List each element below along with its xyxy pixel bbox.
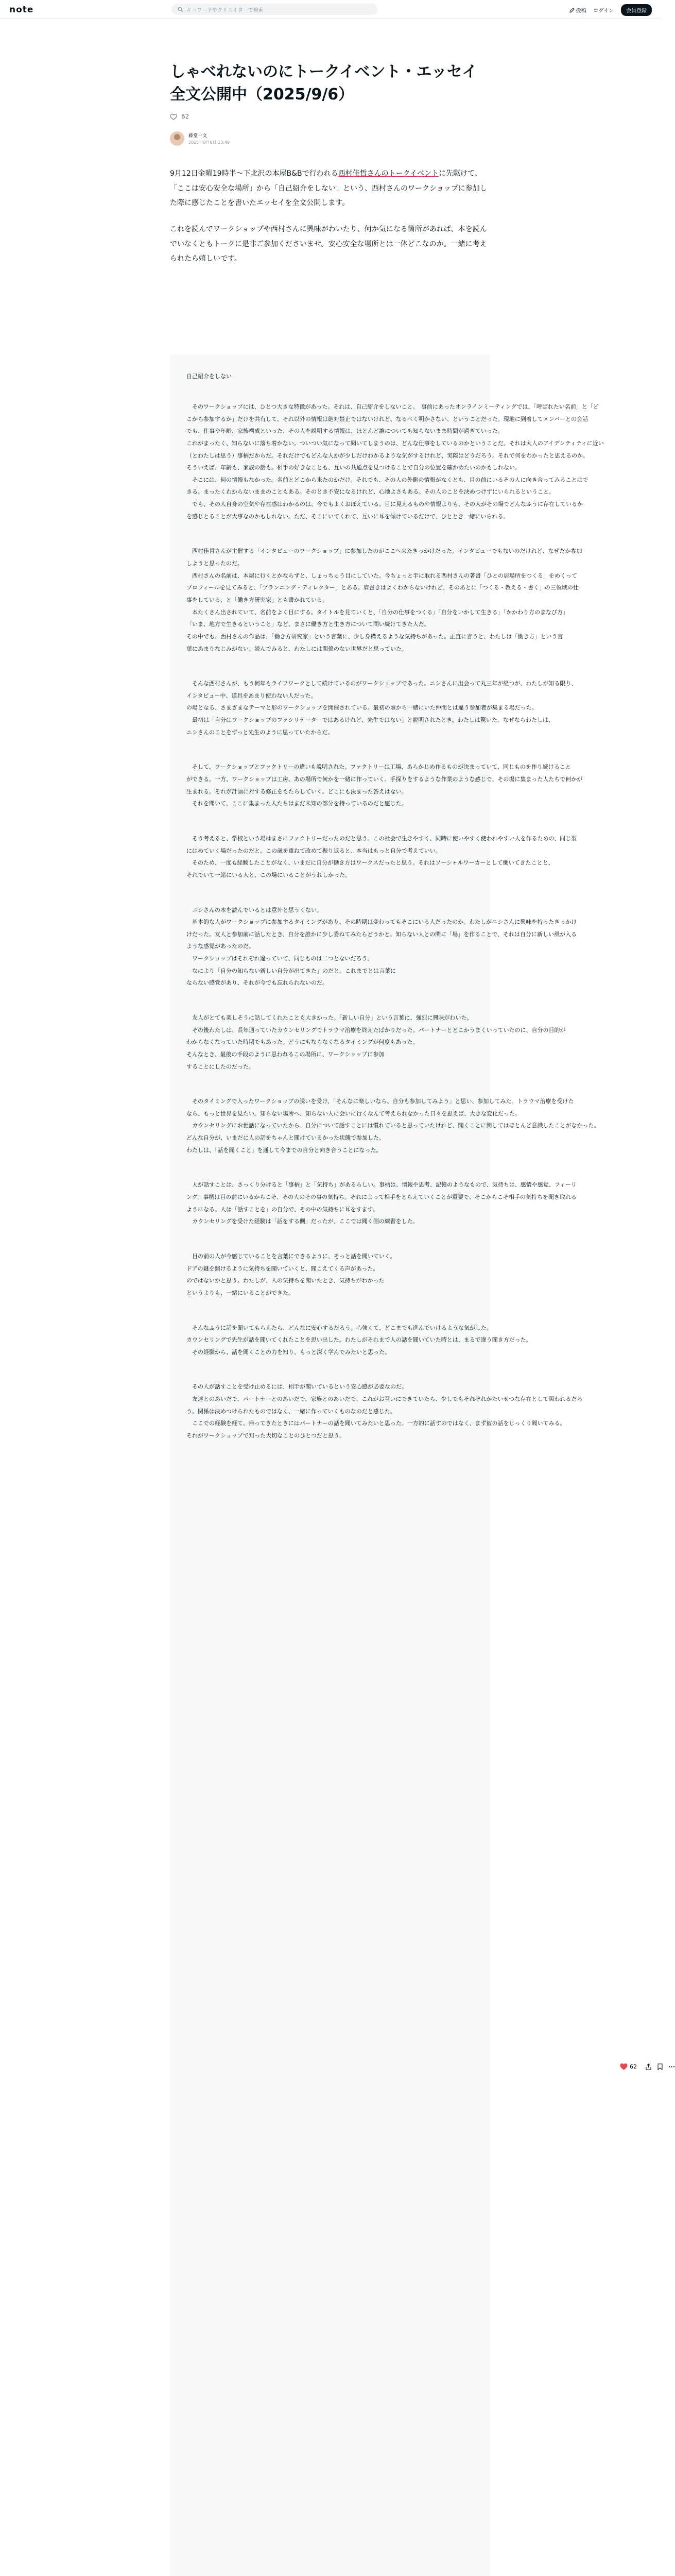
essay-line: にはめていく場だったのだと。この歳を重ねて改めて振り返ると、本当はもっと自分で考えていい。 <box>186 847 441 854</box>
intro-text: に先駆けて、「ここは安心安全な場所」から「自己紹介をしない」という、西村さんのワークショップに参加した際に感じたことを書いたエッセイを全文公開します。 <box>170 170 487 208</box>
essay-line: カウンセリングにお世話になっていたから、自分について話すことには慣れていると思っていたけれど、聞くことに関してはほとんど意識したことがなかった。 <box>186 1122 600 1129</box>
essay-paragraph <box>186 761 583 810</box>
essay-line: なにより「自分の知らない新しい自分が出てきた」のだと。これまでとは言葉に <box>186 967 396 974</box>
essay-line: （とわたしは思う）事柄だからだ。それだけでもどんな人かが少しだけわかるような気がするけれど、実際はどうだろう。それで何をわかったと思えるのか。 <box>186 452 589 459</box>
author-block[interactable] <box>170 131 490 146</box>
essay-line: どんな自分が、いまだに人の話をちゃんと聞けているかった状態で参加した。 <box>186 1134 385 1142</box>
essay-line: ここでの経験を経て、帰ってきたときにはパートナーの話を聞いてみたいと思った。一方的に話すのではなく、まず彼の話をじっくり聞いてみる。 <box>186 1420 566 1427</box>
essay-line: 「いま、地方で生きるということ」など、まさに働き方と生き方について問い続けてきた人だ。 <box>186 621 430 628</box>
global-header <box>0 0 661 19</box>
essay-heading: 自己紹介をしない <box>186 373 232 380</box>
essay-line: その経験から、話を聞くことの力を知り、もっと深く学んでみたいと思った。 <box>186 1348 390 1355</box>
essay-line: そんな西村さんが、もう何年もライフワークとして続けているのがワークショップであった。ニシさんに出会って丸三年が経つが、わたしが知る限り、 <box>186 680 577 687</box>
post-button[interactable] <box>569 6 586 14</box>
share-icon[interactable] <box>645 2063 652 2070</box>
essay-line: ようになる。人は「話すことを」の自分で、その中の気持ちに耳をすます。 <box>186 1206 378 1213</box>
login-link[interactable]: ログイン <box>593 8 614 14</box>
essay-line: わからなくなっていた時期でもあった。どうにもならなくなるタイミングが何度もあった。 <box>186 1039 419 1046</box>
article-title: しゃべれないのにトークイベント・エッセイ全文公開中（2025/9/6） <box>170 63 477 104</box>
essay-line: 西村佳哲さんが主催する「インタビューのワークショップ」に参加したのがここへ来たきっかけだった。インタビューでもないのだけれど、なぜだか参加 <box>186 548 582 555</box>
essay-line: カウンセリングを受けた経験は「話をする側」だったが、ここでは聞く側の練習をした。 <box>186 1218 419 1225</box>
search-input[interactable] <box>171 4 377 15</box>
essay-line: そんなとき、最後の手段のように思われるこの場所に、ワークショップに参加 <box>186 1050 385 1058</box>
essay-line: これがまったく、知らないに落ち着かない。ついつい気になって聞いてしまうのは、どんな仕事をしているのかということだ。それは大人のアイデンティティに近い <box>186 439 604 447</box>
essay-paragraph <box>186 545 582 655</box>
publish-date: 2025年9月6日 13:49 <box>188 140 230 145</box>
essay-line: 最初は「自分はワークショップのファシリテーターではあるけれど、先生ではない」と説明されたとき、わたしは驚いた。なぜならわたしは、 <box>186 717 554 724</box>
essay-line: でも、その人自身の空気や存在感はわかるのは、今でもよくおぼえている。目に見えるものや情報よりも、その人がその場でどんなふうに存在しているか <box>186 501 583 508</box>
essay-line: というよりも、一緒にいることができた。 <box>186 1289 294 1296</box>
essay-line: 葉にあまりなじみがない。読んでみると、わたしには関係のない世界だと思っていた。 <box>186 645 407 652</box>
essay-line: ような感覚があったのだ。 <box>186 943 254 950</box>
search-placeholder: キーワードやクリエイターで検索 <box>186 7 264 13</box>
intro-text: 9月12日金曜19時半〜下北沢の本屋B&Bで行われる <box>170 170 338 178</box>
more-icon[interactable] <box>668 2063 675 2070</box>
essay-line: プロフィールを見てみると、「プランニング・ディレクター」とある。肩書きはよくわからないけれど、そのあとに「つくる・教える・書く」の三領域の仕 <box>186 584 579 591</box>
like-count: 62 <box>630 2063 637 2070</box>
essay-line: 事をしている、と「働き方研究家」とも書かれている。 <box>186 596 328 603</box>
essay-line: インタビュー中、道具をあまり使わない人だった。 <box>186 692 317 699</box>
essay-line: ング。事柄は目の前にいるからこそ、その人のその事の気持ち。それによって相手をとらえていくことが重要で、そこからこそ相手の気持ちを聞き取れる <box>186 1194 577 1201</box>
essay-line: ドアの鍵を開けるように気持ちを聞いていくと、聞こえてくる声があった。 <box>186 1265 379 1272</box>
essay-line: けだった。友人と参加前に話したとき、自分を誰かに少し委ねてみたらどうかと。知らない人との間に「場」を作ることで、それは自分に新しい風が入る <box>186 930 577 938</box>
essay-line: のではないかと思う。わたしが、人の気持ちを聞いたとき、気持ちがわかった <box>186 1277 385 1284</box>
essay-paragraph <box>186 1322 532 1359</box>
essay-paragraph <box>186 1381 583 1442</box>
essay-line: そのタイミングで入ったワークショップの誘いを受け、「そんなに楽しいなら、自分も参加してみよう」と思い、参加してみた。トラウマ治療を受けた <box>186 1098 574 1105</box>
note-logo[interactable]: note <box>9 5 34 15</box>
essay-body <box>186 401 604 1442</box>
essay-line: 生まれる。それが計画に対する修正をもたらしていく。どこにも決まった答えはない。 <box>186 788 407 795</box>
intro-paragraph-2: これを読んでワークショップや西村さんに興味がわいたり、何か気になる箇所があれば、本を読んでいなくともトークに是非ご参加くださいませ。安心安全な場所とは一体どこなのか。一緒に考えられたら嬉しいです。 <box>170 225 487 263</box>
essay-line: う。関係は決めつけられたものではなく、一緒に作っていくものなのだと感じた。 <box>186 1408 396 1415</box>
article-intro <box>170 166 490 266</box>
essay-paragraph <box>186 1095 600 1156</box>
essay-paragraph <box>186 677 577 738</box>
essay-line: 人が話すことは、さっくり分けると「事柄」と「気持ち」があるらしい。事柄は、情報や思考、記憶のようなもので、気持ちは、感情や感覚、フィーリ <box>186 1181 577 1189</box>
essay-paragraph <box>186 401 604 522</box>
bookmark-icon[interactable] <box>657 2063 663 2070</box>
essay-line: こから参加するか」だけを共有して、それ以外の情報は絶対禁止ではないけれど、なるべく明かさない、ということだった。現地に到着してメンバーとの会話 <box>186 415 589 422</box>
header-actions <box>569 4 652 16</box>
essay-line: の場となる、さまざまなテーマと形のワークショップを開催されている。最初の頃から一緒にいた仲間とは違う参加者が集まる場だった。 <box>186 704 538 711</box>
essay-line: を感じとることが大事なのかもしれない。ただ、そこにいてくれて、互いに耳を傾けているだけで、ひととき一緒にいられる。 <box>186 513 509 520</box>
essay-line: そんなふうに話を聞いてもらえたら、どんなに安心するだろう。心強くて、どこまでも進んでいけるような気がした。 <box>186 1324 492 1331</box>
essay-paragraph <box>186 833 577 882</box>
essay-line: しようと思ったのだ。 <box>186 560 243 567</box>
essay-line: 友達とのあいだで、パートナーとのあいだで、家族とのあいだで、これがお互いにできていたら、少しでもそれぞれがたいせつな存在として関われるだろ <box>186 1396 583 1403</box>
essay-line: それを聞いて、ここに集まった人たちはまだ未知の部分を持っているのだと感じた。 <box>186 800 407 807</box>
essay-line: わたしは、「話を聞くこと」を通して今までの自分と向き合うことになった。 <box>186 1146 382 1154</box>
essay-line: その後わたしは、長年通っていたカウンセリングでトラウマ治療を終えたばかりだった。パートナーとどこかうまくいっていたのに、自分の目的が <box>186 1026 566 1033</box>
essay-line: そう考えると、学校という場はまさにファクトリーだったのだと思う。この社会で生きやすく、同時に使いやすく使われやすい人を作るための、同じ型 <box>186 835 577 842</box>
essay-paragraph <box>186 1179 577 1228</box>
search-icon <box>178 7 183 12</box>
essay-line: そこには、何の情報もなかった。名前とどこから来たのかだけ。それでも、その人の外側の情報がなくとも、目の前にいるその人に向き合ってみることはで <box>186 476 589 483</box>
essay-paragraph <box>186 904 577 989</box>
post-label: 投稿 <box>576 8 586 14</box>
essay-line: 基本的な人がワークショップに参加するタイミングがあり、その時期は変わってもそこにいる人だったのか。わたしがニシさんに興味を持ったきっかけ <box>186 919 577 926</box>
essay-paragraph <box>186 1250 474 1299</box>
essay-line: 本たくさん出されていて、名前をよく目にする。タイトルを見ていくと、「自分の仕事をつくる」「自分をいかして生きる」「かかわり方のまなび方」 <box>186 608 569 616</box>
essay-line: そのワークショップには、ひとつ大きな特徴があった。それは、自己紹介をしないこと。 事前にあったオンラインミーティングでは、「呼ばれたい名前」と「ど <box>186 403 599 410</box>
avatar[interactable] <box>170 131 184 146</box>
article <box>170 61 490 278</box>
essay-line: ワークショップはそれぞれ違っていて、同じものは二つとないだろう。 <box>186 955 373 962</box>
essay-line: することにしたのだった。 <box>186 1063 254 1070</box>
pencil-icon <box>569 8 575 13</box>
essay-line: 友人がとても楽しそうに話してくれたことも大きかった。「新しい自分」という言葉に、強烈に興味がわいた。 <box>186 1014 473 1021</box>
essay-line: それがワークショップで知った大切なことのひとつだと思う。 <box>186 1432 345 1439</box>
essay-quote-block <box>170 354 604 2576</box>
essay-line: ニシさんの本を読んでいるとは意外と思うくない。 <box>186 906 322 913</box>
essay-line: ならない感覚があり、それが今でも忘れられないのだ。 <box>186 979 328 987</box>
essay-line: 西村さんの名前は、本屋に行くとかならずと、しょっちゅう目にしていた。今ちょっと手に取れる西村さんの著書「ひとの居場所をつくる」をめくって <box>186 572 577 579</box>
essay-line: そのため、一度も経験したことがなく、いまだに自分が働き方はワークスだったと思う。それはソーシャルワーカーとして働いてきたことと、 <box>186 859 554 867</box>
heart-icon[interactable] <box>620 2063 628 2070</box>
essay-line: その中でも、西村さんの作品は、「働き方研究家」という言葉に、少し身構えるような気持ちがあった。正直に言うと、わたしは「働き方」という言 <box>186 633 563 640</box>
essay-line: 目の前の人が今感じていることを言葉にできるように、そっと話を聞いていく。 <box>186 1252 396 1260</box>
essay-line: そして、ワークショップとファクトリーの違いも説明された。ファクトリーは工場、あらかじめ作るものが決まっていて、同じものを作り続けること <box>186 764 571 771</box>
floating-reactions <box>620 2063 675 2070</box>
essay-line: きる。まったくわからないままのこともある。そのとき不安になるけれど、心地よさもある。その人のことを決めつけずにいられるということ。 <box>186 488 555 496</box>
essay-line: その人が話すことを受け止めるには、相手が聞いているという安心感が必要なのだ。 <box>186 1383 407 1391</box>
essay-line: そういえば、年齢も、家族の話も。相手の好きなことも、互いの共通点を見つけることで自分の位置を確かめたいのかもしれない。 <box>186 464 521 471</box>
like-count: 62 <box>181 113 189 120</box>
essay-line: カウンセリングで先生が話を聞いてくれたことを思い出した。わたしがそれまで人の話を聞いていた時とは、まるで違う聞き方だった。 <box>186 1336 532 1344</box>
heart-icon[interactable] <box>170 113 177 120</box>
essay-paragraph <box>186 1012 566 1073</box>
essay-line: でも、仕事や年齢、家族構成といった、その人を説明する情報は、ほとんど誰についても知らないまま時間が過ぎていった。 <box>186 428 504 435</box>
event-link[interactable]: 西村佳哲さんのトークイベント <box>338 170 439 178</box>
author-name[interactable]: 藤堂一文 <box>188 133 207 139</box>
essay-line: なら、もっと世界を見たい。知らない場所へ、知らない人に会いに行くなんて考えられなかった日々を思えば、大きな変化だった。 <box>186 1110 521 1117</box>
like-summary <box>170 113 490 120</box>
essay-line: ニシさんのことをずっと先生のように思っていたからだ。 <box>186 728 334 736</box>
essay-line: ができる。一方、ワークショップは工房、あの場所で何かを一緒に作っていく。手探りをするような作業のような感じで、その場に集まった人たちで何かが <box>186 776 583 783</box>
intro-paragraph-1 <box>170 166 490 211</box>
essay-line: それでいて一緒にいる人と、この場にいることがうれしかった。 <box>186 871 351 878</box>
register-button[interactable]: 会員登録 <box>621 4 652 16</box>
